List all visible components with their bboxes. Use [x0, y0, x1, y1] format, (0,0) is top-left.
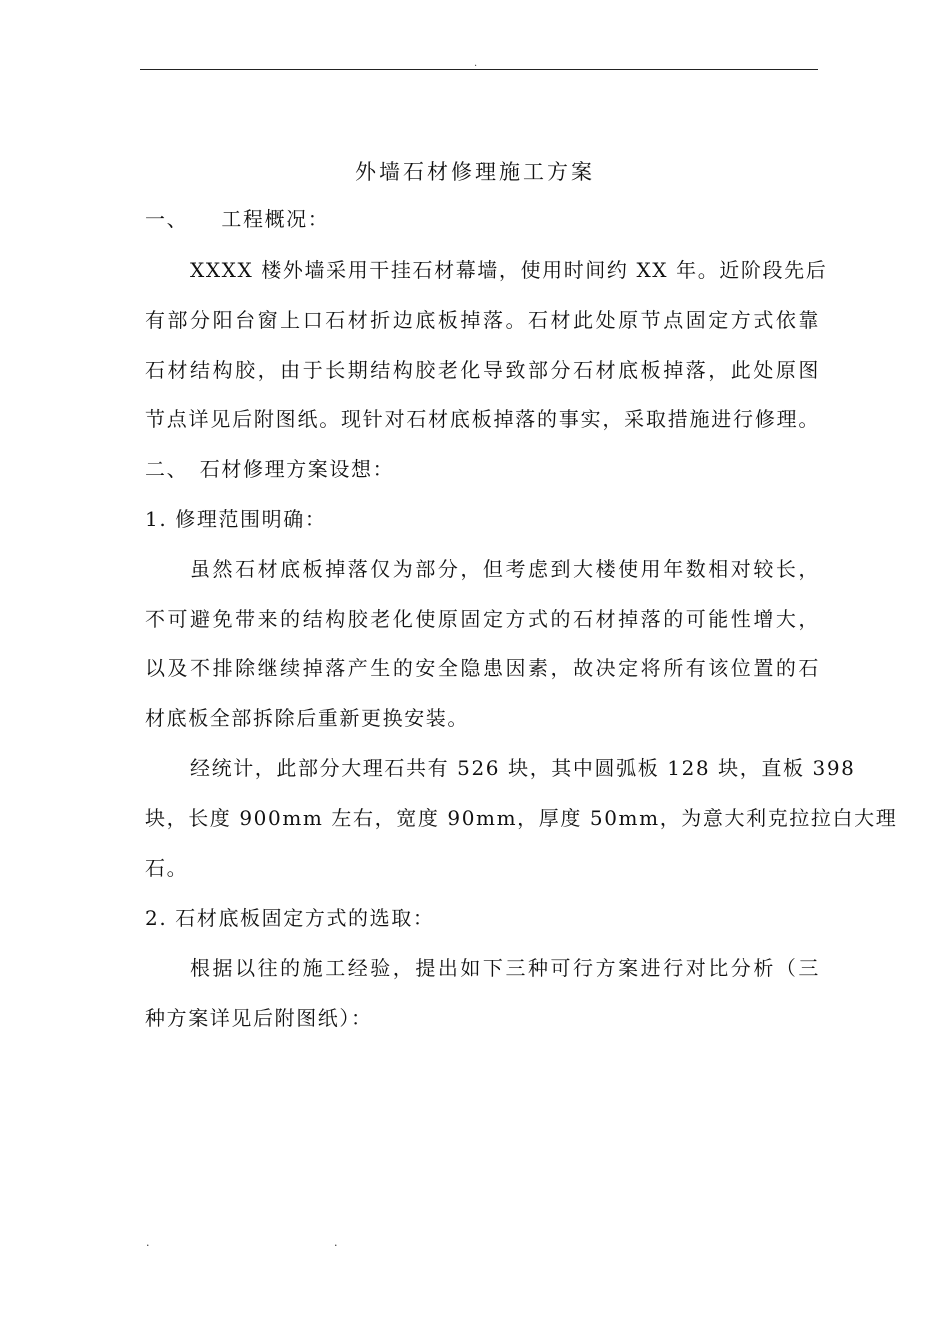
paragraph-line: 石。	[145, 856, 189, 880]
subsection-2-heading: 2. 石材底板固定方式的选取：	[145, 906, 435, 930]
paragraph-line: 节点详见后附图纸。现针对石材底板掉落的事实，采取措施进行修理。	[145, 407, 820, 431]
paragraph-line: XXXX 楼外墙采用干挂石材幕墙，使用时间约 XX 年。近阶段先后	[190, 258, 828, 282]
paragraph-line: 材底板全部拆除后重新更换安装。	[145, 706, 469, 730]
paragraph-line: 虽然石材底板掉落仅为部分，但考虑到大楼使用年数相对较长，	[190, 557, 820, 581]
paragraph-line: 不可避免带来的结构胶老化使原固定方式的石材掉落的可能性增大，	[145, 607, 820, 631]
paragraph-line: 种方案详见后附图纸）：	[145, 1006, 373, 1030]
header-rule	[140, 69, 818, 70]
paragraph-line: 根据以往的施工经验，提出如下三种可行方案进行对比分析（三	[190, 956, 820, 980]
paragraph-line: 石材结构胶，由于长期结构胶老化导致部分石材底板掉落，此处原图	[145, 358, 820, 382]
header-mark: .	[474, 58, 478, 69]
footer-dot-left: .	[146, 1236, 150, 1249]
paragraph-line: 经统计，此部分大理石共有 526 块，其中圆弧板 128 块，直板 398	[190, 756, 856, 780]
footer-dot-right: .	[334, 1236, 338, 1249]
section-2-heading: 二、 石材修理方案设想：	[145, 457, 395, 481]
paragraph-line: 块，长度 900mm 左右，宽度 90mm，厚度 50mm，为意大利克拉拉白大理	[145, 806, 898, 830]
paragraph-line: 以及不排除继续掉落产生的安全隐患因素，故决定将所有该位置的石	[145, 656, 820, 680]
paragraph-line: 有部分阳台窗上口石材折边底板掉落。石材此处原节点固定方式依靠	[145, 308, 820, 332]
section-1-heading: 一、 工程概况：	[145, 207, 330, 231]
document-title: 外墙石材修理施工方案	[355, 160, 595, 184]
subsection-1-heading: 1. 修理范围明确：	[145, 507, 327, 531]
